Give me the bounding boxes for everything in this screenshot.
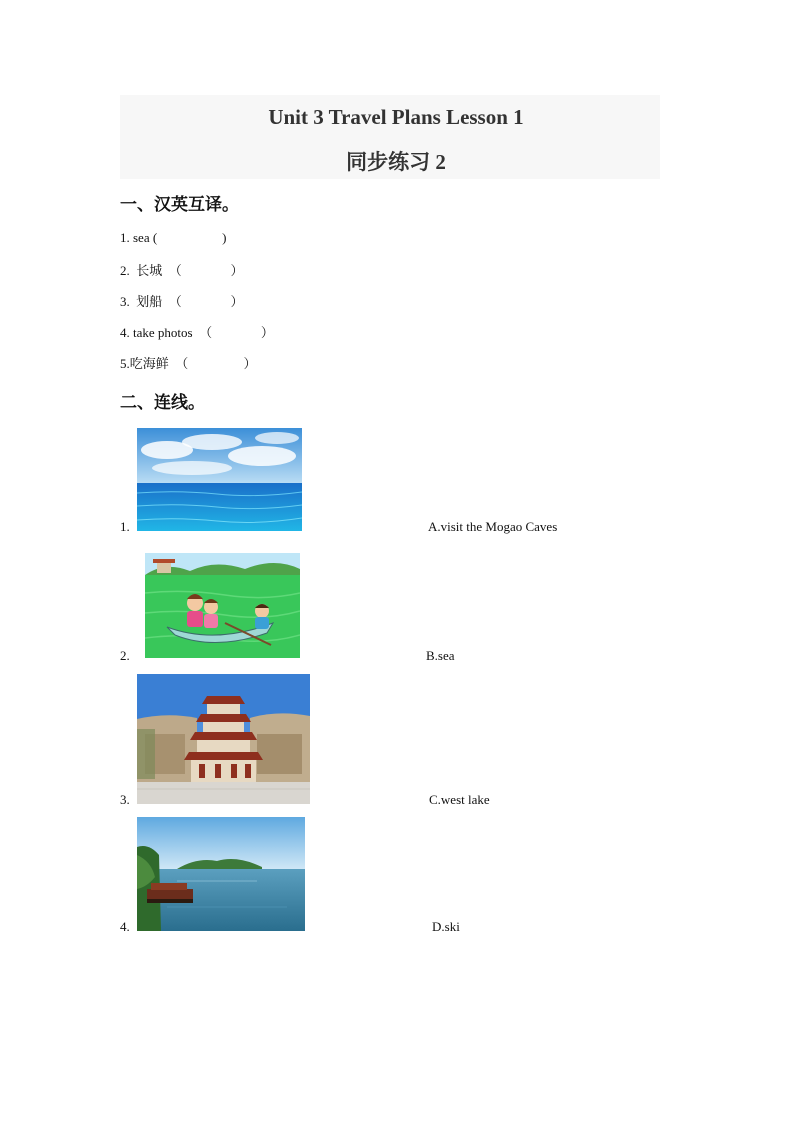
match-number-2: 2.: [120, 648, 130, 663]
match-option-a: A.visit the Mogao Caves: [428, 519, 558, 534]
translate-item-2: 2. 长城 （ ）: [120, 263, 244, 278]
rowing-boat-picture: [145, 553, 300, 658]
match-number-3: 3.: [120, 792, 130, 807]
match-number-4: 4.: [120, 919, 130, 934]
match-option-c: C.west lake: [429, 792, 490, 807]
match-number-1: 1.: [120, 519, 130, 534]
page-subtitle: 同步练习 2: [346, 150, 446, 174]
sea-picture: [137, 428, 302, 531]
mogao-caves-pagoda-picture: [137, 674, 310, 804]
translate-item-3: 3. 划船 （ ）: [120, 294, 244, 309]
translate-item-1: 1. sea ( ): [120, 230, 227, 245]
translate-item-4: 4. take photos （ ）: [120, 325, 274, 340]
section2-heading: 二、连线。: [120, 393, 205, 413]
translate-item-5: 5.吃海鲜 （ ）: [120, 356, 257, 371]
match-option-d: D.ski: [432, 919, 460, 934]
page-title: Unit 3 Travel Plans Lesson 1: [268, 105, 524, 129]
west-lake-picture: [137, 817, 305, 931]
match-option-b: B.sea: [426, 648, 455, 663]
section1-heading: 一、汉英互译。: [120, 195, 239, 215]
